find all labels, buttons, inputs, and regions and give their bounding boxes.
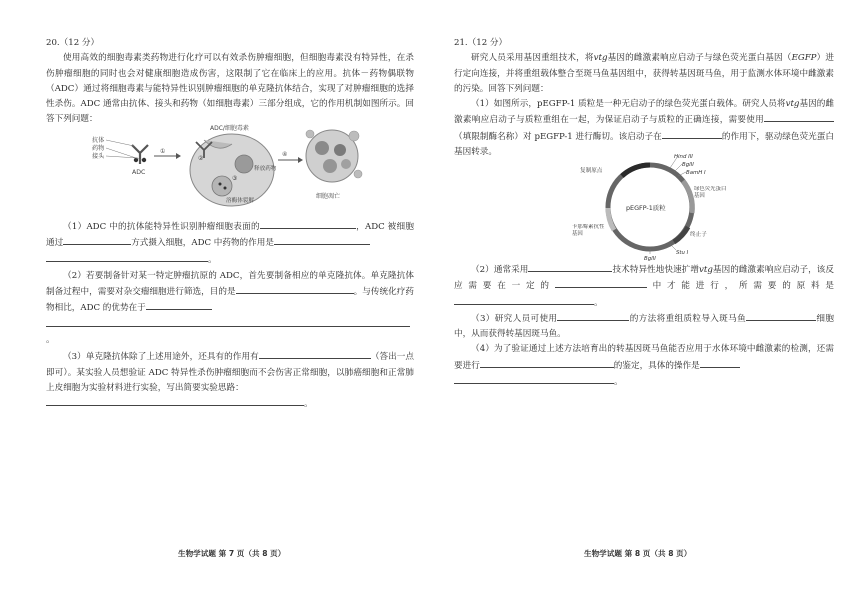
question-21 [454, 36, 834, 160]
q20-intro: 使用高效的细胞毒素类药物进行化疗可以有效杀伤肿瘤细胞，但细胞毒素没有特异性，在杀伤肿瘤细胞的同时也会对健康细胞造成伤害，这限制了它在临床上的应用。抗体－药物偶联物（ADC）通过将细胞毒素与能特异性识别肿瘤细胞的单克隆抗体结合，实现了对肿瘤细胞的选择性杀伤。ADC 通常由抗体、接头和药物（如细胞毒素）三部分组成，它的作用机制如图所示。回答下列问题： [46, 53, 414, 125]
plasmid-stui-label: Stu I [676, 250, 689, 256]
plasmid-terminator-label: 终止子 [690, 232, 707, 238]
plasmid-gfp-label: 绿色荧光蛋白基因 [694, 186, 727, 199]
question-21-parts [454, 262, 834, 390]
q20-part-3: （3）单克隆抗体除了上述用途外，还具有的作用有 （答出一点即可）。某实验人员想验证 ADC 特异性杀伤肿瘤细胞而不会伤害正常细胞，以肺癌细胞和正常肺上皮细胞为实验材料进行实验，写出简要实验思路： 。 [46, 349, 414, 412]
q21-part-2: （2）通常采用 技术特异性地快速扩增vtg基因的雌激素响应启动子，该反应需要在一定的 中才能进行，所需要的原料是。 [454, 262, 834, 311]
adc-antibody-icon [132, 145, 148, 164]
plasmid-bglii-top-label: BglII [682, 162, 694, 168]
page-8 [430, 0, 860, 608]
plasmid-kan-label: 卡那霉素抗性基因 [572, 224, 605, 237]
q20-part-1: （1）ADC 中的抗体能特异性识别肿瘤细胞表面的 ，ADC 被细胞通过 方式摄入细胞，ADC 中药物的作用是 。 [46, 219, 414, 268]
q21-header: 21.（12 分） [454, 38, 508, 48]
label-linker: 接头 [92, 153, 105, 160]
question-20 [46, 36, 414, 128]
q21-intro: 研究人员采用基因重组技术，将vtg基因的雌激素响应启动子与绿色荧光蛋白基因（EGFP）进行定向连接，并将重组载体整合至斑马鱼基因组中，获得转基因斑马鱼，用于监测水体环境中雌激素的污染。回答下列问题： [454, 53, 834, 94]
q21-part-1: （1）如图所示，pEGFP-1 质粒是一种无启动子的绿色荧光蛋白载体。研究人员将vtg基因的雌激素响应启动子与质粒重组在一起，为保证启动子与质粒的正确连接，需要使用（填限制酶名称）对 pEGFP-1 进行酶切。该启动子在 的作用下，驱动绿色荧光蛋白基因转录。 [454, 99, 834, 158]
q20-header: 20.（12 分） [46, 38, 100, 48]
plasmid-ori-label: 复制原点 [580, 168, 603, 174]
step-1-label: ① [160, 148, 166, 155]
plasmid-bamhi-label: BamH I [686, 170, 706, 176]
plasmid-center-label: pEGFP-1质粒 [626, 204, 666, 212]
adc-mechanism-figure [92, 120, 372, 210]
label-drug: 药物 [92, 145, 105, 152]
label-release: 释放药物 [254, 166, 277, 172]
label-death: 细胞凋亡 [316, 193, 341, 200]
page-8-footer: 生物学试题 第 8 页（共 8 页） [584, 549, 692, 558]
label-adc: ADC [132, 169, 146, 176]
step-4-label: ④ [282, 151, 288, 158]
label-lysosome: 溶酶体裂解 [226, 198, 254, 204]
q21-part-4: （4）为了验证通过上述方法培育出的转基因斑马鱼能否应用于水体环境中雌激素的检测，还需要进行 的鉴定，具体的操作是 。 [454, 344, 834, 388]
plasmid-figure [570, 150, 730, 262]
label-adc-toxin: ADC/细胞毒素 [210, 125, 249, 132]
plasmid-hindiii-label: Hind III [674, 154, 693, 160]
q21-part-3: （3）研究人员可使用 的方法将重组质粒导入斑马鱼 细胞中，从而获得转基因斑马鱼。 [454, 311, 834, 343]
page-7-footer: 生物学试题 第 7 页（共 8 页） [178, 549, 286, 558]
plasmid-bglii-bottom-label: BglII [644, 256, 656, 262]
step-2-label: ② [198, 155, 204, 162]
step-3-label: ③ [232, 175, 238, 182]
label-antibody: 抗体 [92, 137, 105, 144]
apoptotic-cell-icon [306, 130, 362, 182]
q20-part-2: （2）若要制备针对某一特定肿瘤抗原的 ADC，首先要制备相应的单克隆抗体。单克隆抗体制备过程中，需要对杂交瘤细胞进行筛选，目的是 。与传统化疗药物相比，ADC 的优势在于 。 [46, 270, 414, 346]
question-20-parts [46, 219, 414, 413]
